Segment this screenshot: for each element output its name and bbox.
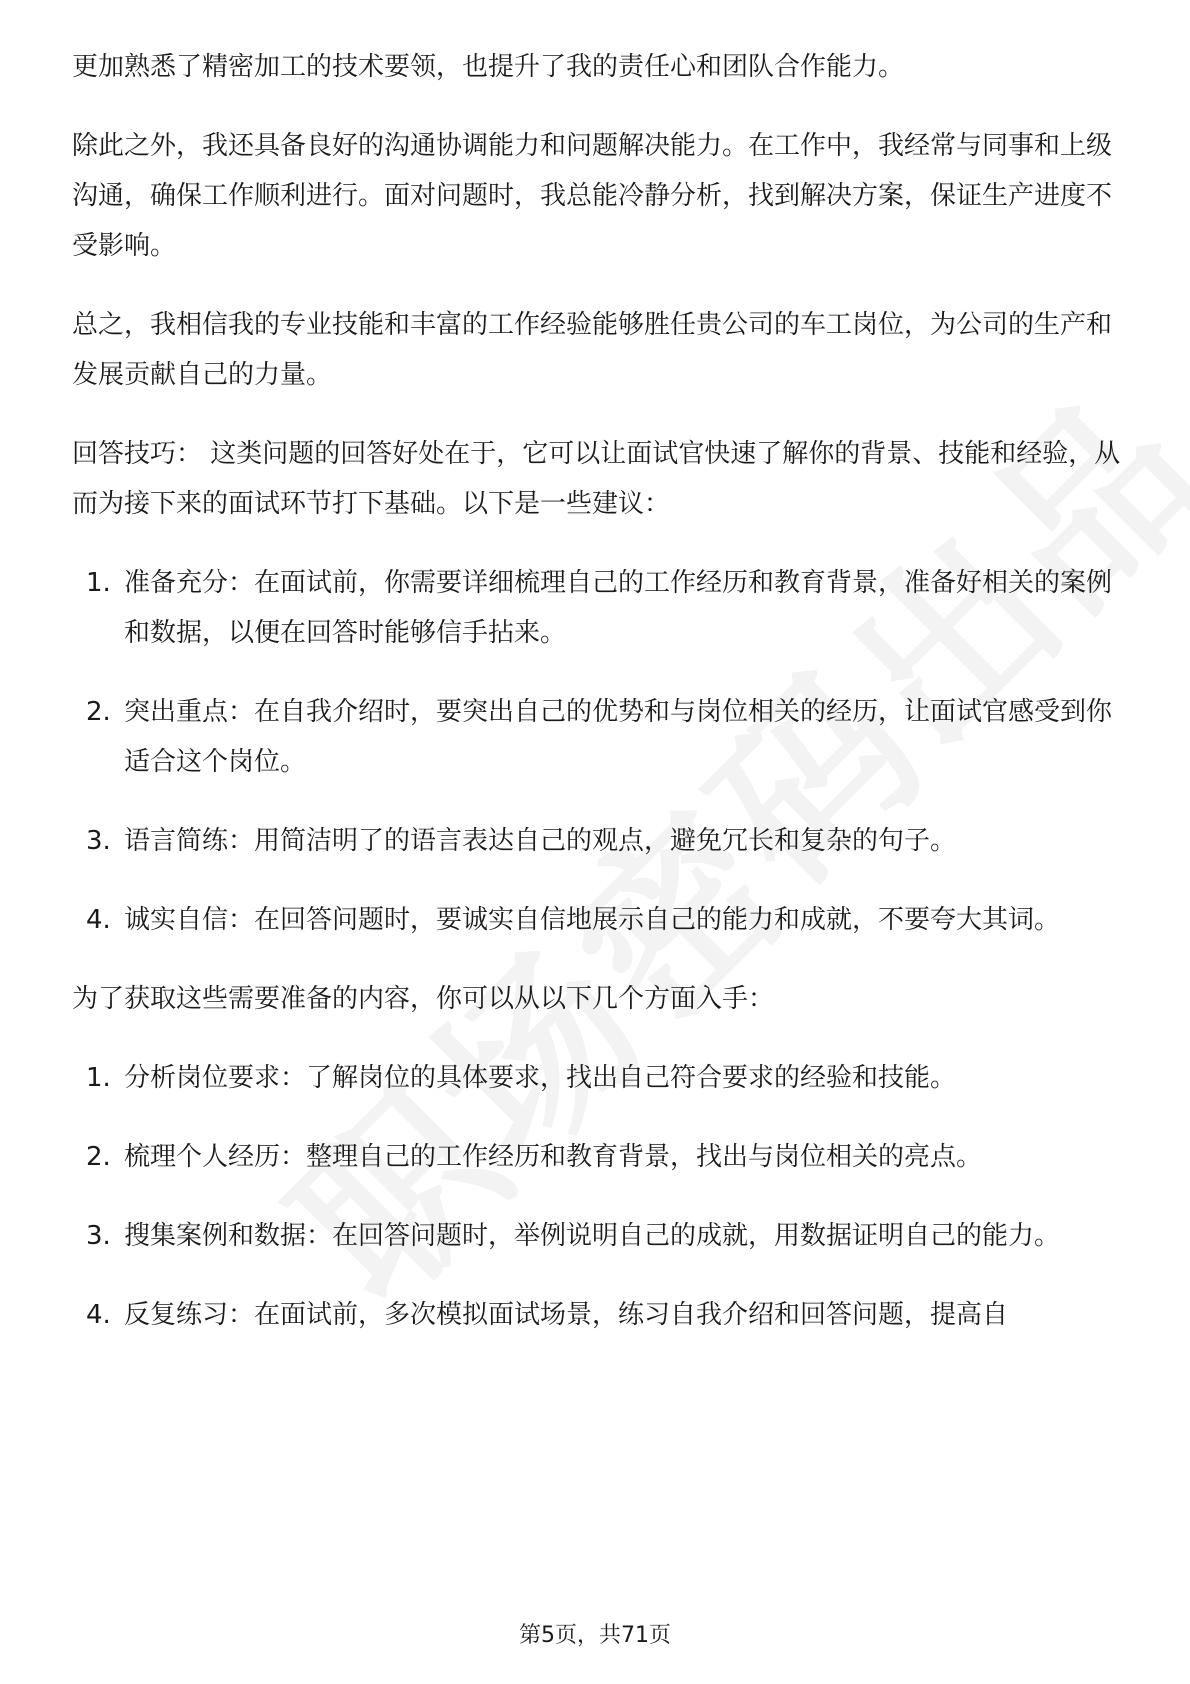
- list-item-number: 1.: [86, 1063, 111, 1093]
- page-content: [72, 42, 1122, 1340]
- list-item: [72, 1211, 1122, 1261]
- list-item-number: 2.: [86, 697, 111, 727]
- list-item-number: 3.: [86, 826, 111, 856]
- list-item: [72, 895, 1122, 945]
- list-item-number: 4.: [86, 905, 111, 935]
- prep-list: [72, 1053, 1122, 1340]
- list-item-text: 诚实自信：在回答问题时，要诚实自信地展示自己的能力和成就，不要夸大其词。: [124, 905, 1061, 935]
- list-item-text: 反复练习：在面试前，多次模拟面试场景，练习自我介绍和回答问题，提高自: [124, 1300, 1009, 1330]
- list-item-number: 4.: [86, 1300, 111, 1330]
- list-item-text: 准备充分：在面试前，你需要详细梳理自己的工作经历和教育背景，准备好相关的案例和数据，以便在回答时能够信手拈来。: [124, 568, 1113, 648]
- list-item: [72, 1053, 1122, 1103]
- paragraph-continuation: 更加熟悉了精密加工的技术要领，也提升了我的责任心和团队合作能力。: [72, 52, 905, 82]
- tips-list: [72, 558, 1122, 945]
- paragraph-prep-intro: 为了获取这些需要准备的内容，你可以从以下几个方面入手：: [72, 984, 775, 1014]
- list-item-text: 语言简练：用简洁明了的语言表达自己的观点，避免冗长和复杂的句子。: [124, 826, 957, 856]
- list-item-number: 2.: [86, 1142, 111, 1172]
- list-item: [72, 816, 1122, 866]
- list-item: [72, 1290, 1122, 1340]
- list-item-text: 梳理个人经历：整理自己的工作经历和教育背景，找出与岗位相关的亮点。: [124, 1142, 983, 1172]
- list-item-text: 突出重点：在自我介绍时，要突出自己的优势和与岗位相关的经历，让面试官感受到你适合这个岗位。: [124, 697, 1113, 777]
- list-item-number: 1.: [86, 568, 111, 598]
- list-item-number: 3.: [86, 1221, 111, 1251]
- list-item-text: 搜集案例和数据：在回答问题时，举例说明自己的成就，用数据证明自己的能力。: [124, 1221, 1061, 1251]
- list-item: [72, 1132, 1122, 1182]
- page-number-footer: 第5页，共71页: [519, 1623, 671, 1648]
- paragraph-conclusion: 总之，我相信我的专业技能和丰富的工作经验能够胜任贵公司的车工岗位，为公司的生产和发展贡献自己的力量。: [72, 310, 1113, 390]
- list-item: [72, 558, 1122, 658]
- paragraph-communication: 除此之外，我还具备良好的沟通协调能力和问题解决能力。在工作中，我经常与同事和上级沟通，确保工作顺利进行。面对问题时，我总能冷静分析，找到解决方案，保证生产进度不受影响。: [72, 131, 1113, 261]
- paragraph-answer-tips: 回答技巧： 这类问题的回答好处在于，它可以让面试官快速了解你的背景、技能和经验，从而为接下来的面试环节打下基础。以下是一些建议：: [72, 439, 1121, 519]
- list-item-text: 分析岗位要求：了解岗位的具体要求，找出自己符合要求的经验和技能。: [124, 1063, 957, 1093]
- list-item: [72, 687, 1122, 787]
